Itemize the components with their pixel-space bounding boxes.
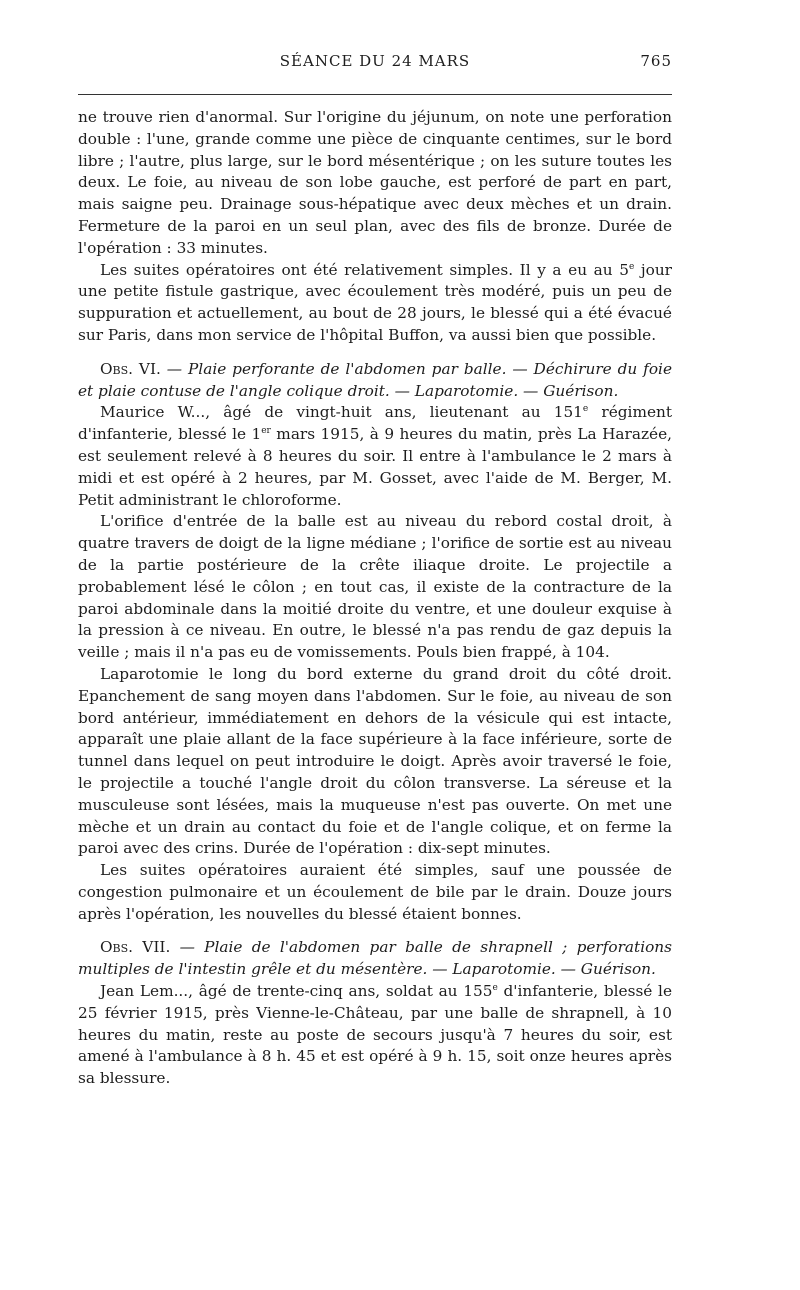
observation-label: Obs. VI. (100, 359, 161, 378)
paragraph-continuation (78, 107, 672, 260)
page-number: 765 (640, 52, 672, 70)
paragraph-suites-operatoires (78, 260, 672, 347)
header-rule (78, 94, 672, 95)
document-body (78, 107, 672, 1090)
paragraph-patient-lem (78, 981, 672, 1090)
paragraph-text: L'orifice d'entrée de la balle est au niveau du rebord costal droit, à quatre travers de doigt de la ligne médiane ; l'orifice de sortie est au niveau de la partie postérieure de la crête iliaque droite. Le projectile a probablement lésé le côlon ; en tout cas, il existe de la contracture de la paroi abdominale dans la moitié droite du ventre, et une douleur exquise à la pression à ce niveau. En outre, le blessé n'a pas rendu de gaz depuis la veille ; mais il n'a pas eu de vomissements. Pouls bien frappé, à 104. (78, 512, 672, 662)
superscript: e (582, 404, 589, 415)
paragraph-text: ne trouve rien d'anormal. Sur l'origine du jéjunum, on note une perforation double : l'une, grande comme une pièce de cinquante centimes, sur le bord libre ; l'autre, plus large, sur le bord mésentérique ; on les suture toutes les deux. Le foie, au niveau de son lobe gauche, est perforé de part en part, mais saigne peu. Drainage sous-hépatique avec deux mèches et un drain. Fermeture de la paroi en un seul plan, avec des fils de bronze. Durée de l'opération : 33 minutes. (78, 108, 672, 257)
document-page (78, 52, 672, 1090)
paragraph-text: jour une petite fistule gastrique, avec écoulement très modéré, puis un peu de suppuration et actuellement, au bout de 28 jours, le blessé qui a été évacué sur Paris, dans mon service de l'hôpital Buffon, va aussi bien que possible. (78, 260, 672, 344)
paragraph-patient-w (78, 402, 672, 511)
page-header (78, 52, 672, 82)
paragraph-text: Les suites opératoires auraient été simples, sauf une poussée de congestion pulmonaire et un écoulement de bile par le drain. Douze jours après l'opération, les nouvelles du blessé étaient bonnes. (78, 861, 672, 923)
observation-label: Obs. VII. (100, 938, 171, 957)
paragraph-text: régiment d'infanterie, blessé le 1 (78, 403, 673, 444)
observation-heading-vi (78, 359, 672, 403)
observation-title: — Plaie perforante de l'abdomen par balle. — Déchirure du foie et plaie contuse de l'angle colique droit. — Laparotomie. — Guérison. (78, 359, 672, 400)
paragraph-text: d'infanterie, blessé le 25 février 1915, près Vienne-le-Château, par une balle de shrapnell, à 10 heures du matin, reste au poste de secours jusqu'à 7 heures du soir, est amené à l'ambulance à 8 h. 45 et est opéré à 9 h. 15, soit onze heures après sa blessure. (78, 982, 672, 1088)
paragraph-laparotomie (78, 664, 672, 860)
superscript: e (492, 982, 498, 993)
paragraph-suites-vi (78, 860, 672, 925)
superscript: e (628, 261, 635, 272)
superscript: er (261, 426, 271, 437)
running-head: SÉANCE DU 24 MARS (279, 52, 471, 70)
paragraph-text: Maurice W..., âgé de vingt-huit ans, lieutenant au 151 (100, 403, 583, 422)
observation-heading-vii (78, 937, 672, 981)
observation-title: — Plaie de l'abdomen par balle de shrapnell ; perforations multiples de l'intestin grêle et du mésentère. — Laparotomie. — Guérison. (78, 938, 672, 979)
paragraph-orifice (78, 511, 672, 664)
paragraph-text: Laparotomie le long du bord externe du grand droit du côté droit. Epanchement de sang moyen dans l'abdomen. Sur le foie, au niveau de son bord antérieur, immédiatement en dehors de la vésicule qui est intacte, apparaît une plaie allant de la face supérieure à la face inférieure, sorte de tunnel dans lequel on peut introduire le doigt. Après avoir traversé le foie, le projectile a touché l'angle droit du côlon transverse. La séreuse et la musculeuse sont lésées, mais la muqueuse n'est pas ouverte. On met une mèche et un drain au contact du foie et de l'angle colique, et on ferme la paroi avec des crins. Durée de l'opération : dix-sept minutes. (78, 664, 672, 858)
paragraph-text: Jean Lem..., âgé de trente-cinq ans, soldat au 155 (100, 982, 493, 1001)
paragraph-text: Les suites opératoires ont été relativement simples. Il y a eu au 5 (100, 260, 629, 279)
paragraph-text: mars 1915, à 9 heures du matin, près La Harazée, est seulement relevé à 8 heures du soir. Il entre à l'ambulance le 2 mars à midi et est opéré à 2 heures, par M. Gosset, avec l'aide de M. Berger, M. Petit administrant le chloroforme. (78, 425, 672, 509)
